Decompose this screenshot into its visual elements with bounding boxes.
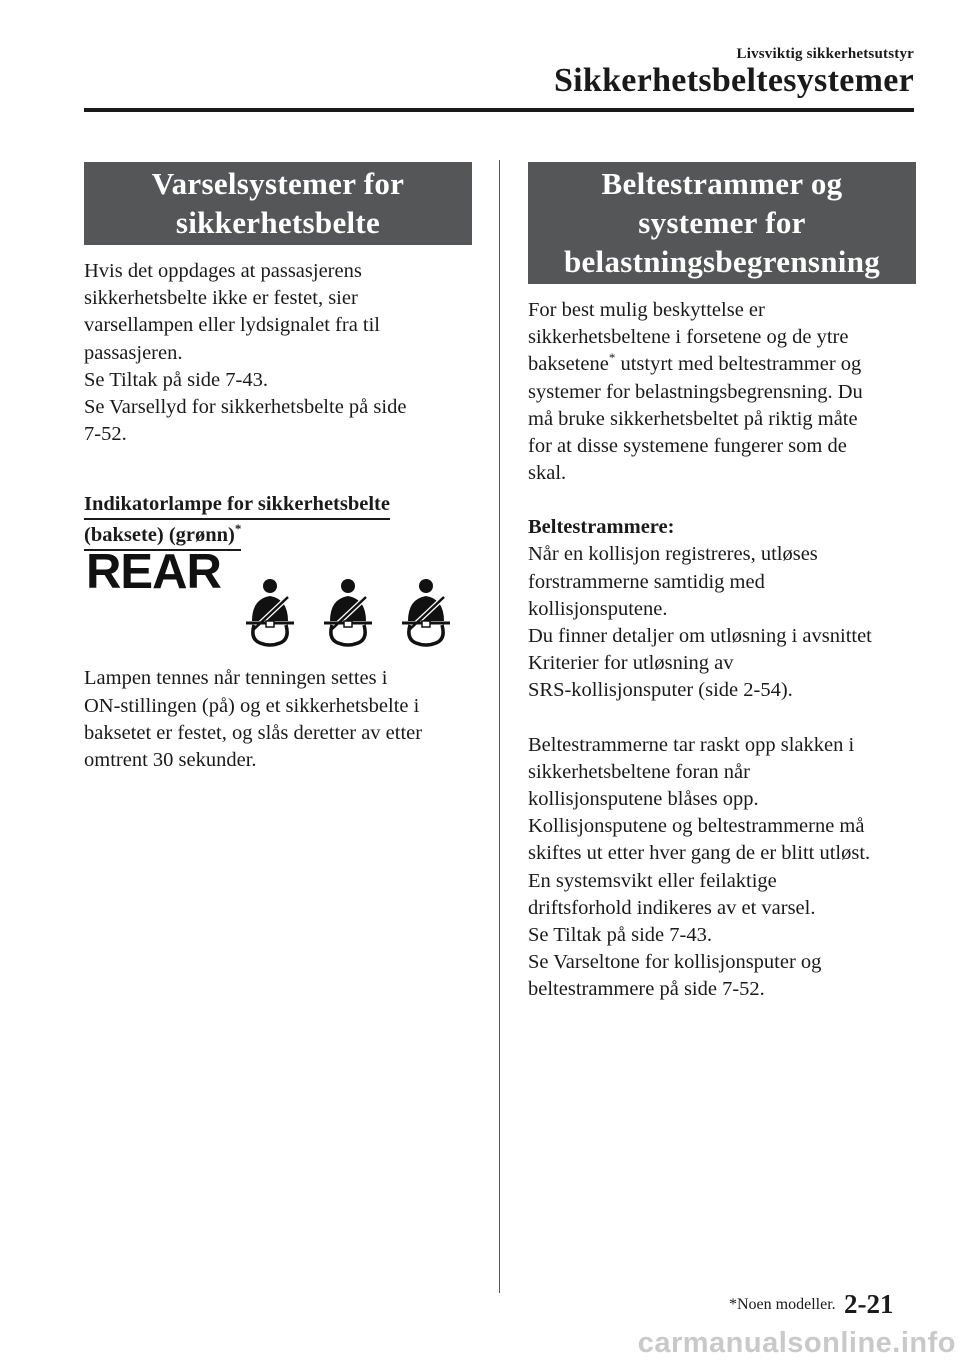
text-line: skiftes ut etter hver gang de er blitt utløst. xyxy=(528,842,871,865)
text-line: Du finner detaljer om utløsning i avsnittet xyxy=(528,625,872,648)
watermark: carmanualsonline.info xyxy=(637,1327,956,1359)
text-line: kollisjonsputene. xyxy=(528,597,668,620)
text-line: Se Varsellyd for sikkerhetsbelte på side xyxy=(84,396,407,419)
warning-paragraph xyxy=(84,258,472,774)
indicator-heading xyxy=(84,491,472,551)
text-line: ON-stillingen (på) og et sikkerhetsbelte i xyxy=(84,694,420,717)
indicator-paragraph xyxy=(84,665,472,774)
header-rule xyxy=(84,108,914,112)
pretensioner-heading: Beltestrammere: xyxy=(528,516,675,539)
page-number: 2-21 xyxy=(844,1289,894,1319)
asterisk-mark: * xyxy=(608,350,616,366)
text-line: Kollisjonsputene og beltestrammerne må xyxy=(528,815,865,838)
text-line: Lampen tennes når tenningen settes i xyxy=(84,667,388,690)
text-line: Hvis det oppdages at passasjerens xyxy=(84,260,362,282)
text-line: sikkerhetsbelte ikke er festet, sier xyxy=(84,287,358,310)
banner-line: systemer for xyxy=(638,205,806,240)
section-banner-pretensioner xyxy=(528,162,916,284)
text-line: For best mulig beskyttelse er xyxy=(528,299,765,321)
page-title: Sikkerhetsbeltesystemer xyxy=(553,62,914,99)
text-line: passasjeren. xyxy=(84,341,183,364)
left-column xyxy=(84,162,472,774)
text-line: forstrammerne samtidig med xyxy=(528,570,765,593)
banner-line: sikkerhetsbelte xyxy=(175,205,381,240)
banner-line: Varselsystemer for xyxy=(151,166,405,201)
text-line: Når en kollisjon registreres, utløses xyxy=(528,543,818,566)
seatbelt-icon xyxy=(316,577,380,647)
pretensioner-intro xyxy=(528,297,916,1004)
seatbelt-icon xyxy=(394,577,458,647)
text-line: for at disse systemene fungerer som de xyxy=(528,435,847,458)
rear-label: REAR xyxy=(86,545,221,600)
text-line: SRS-kollisjonsputer (side 2-54). xyxy=(528,679,793,702)
indicator-heading-line1: Indikatorlampe for sikkerhetsbelte xyxy=(84,492,390,520)
right-column xyxy=(528,162,916,1004)
rear-seatbelt-indicator xyxy=(84,545,472,657)
text-line xyxy=(528,351,916,378)
text-line: må bruke sikkerhetsbeltet på riktig måte xyxy=(528,407,858,430)
indicator-heading-line2: (baksete) (grønn) xyxy=(84,524,235,547)
text-line: varsellampen eller lydsignalet fra til xyxy=(84,314,380,337)
column-divider xyxy=(499,160,500,1293)
text-line: baksetet er festet, og slås deretter av etter xyxy=(84,721,423,744)
text-fragment: baksetene xyxy=(528,353,609,376)
text-line: 7-52. xyxy=(84,423,127,446)
section-subtitle: Livsviktig sikkerhetsutstyr xyxy=(736,46,914,62)
text-line: skal. xyxy=(528,462,567,485)
text-line: sikkerhetsbeltene i forsetene og de ytre xyxy=(528,326,849,349)
text-line: beltestrammere på side 7-52. xyxy=(528,978,765,1001)
footnote: *Noen modeller. xyxy=(729,1296,836,1313)
banner-line: belastningsbegrensning xyxy=(563,244,881,279)
text-line: En systemsvikt eller feilaktige xyxy=(528,869,777,892)
text-fragment: utstyrt med beltestrammer og xyxy=(615,353,862,376)
text-line: sikkerhetsbeltene foran når xyxy=(528,760,750,783)
text-line: Beltestrammerne tar raskt opp slakken i xyxy=(528,733,855,756)
text-line: driftsforhold indikeres av et varsel. xyxy=(528,896,816,919)
text-line: omtrent 30 sekunder. xyxy=(84,749,257,772)
seatbelt-icon xyxy=(238,577,302,647)
text-line: Kriterier for utløsning av xyxy=(528,652,734,675)
text-line: Se Varseltone for kollisjonsputer og xyxy=(528,951,822,974)
section-banner-warning xyxy=(84,162,472,245)
banner-line: Beltestrammer og xyxy=(601,166,843,201)
text-line: Se Tiltak på side 7-43. xyxy=(84,368,268,391)
text-line: kollisjonsputene blåses opp. xyxy=(528,788,759,811)
text-line: systemer for belastningsbegrensning. Du xyxy=(528,380,863,403)
text-line: Se Tiltak på side 7-43. xyxy=(528,924,712,947)
asterisk-mark: * xyxy=(234,521,242,537)
